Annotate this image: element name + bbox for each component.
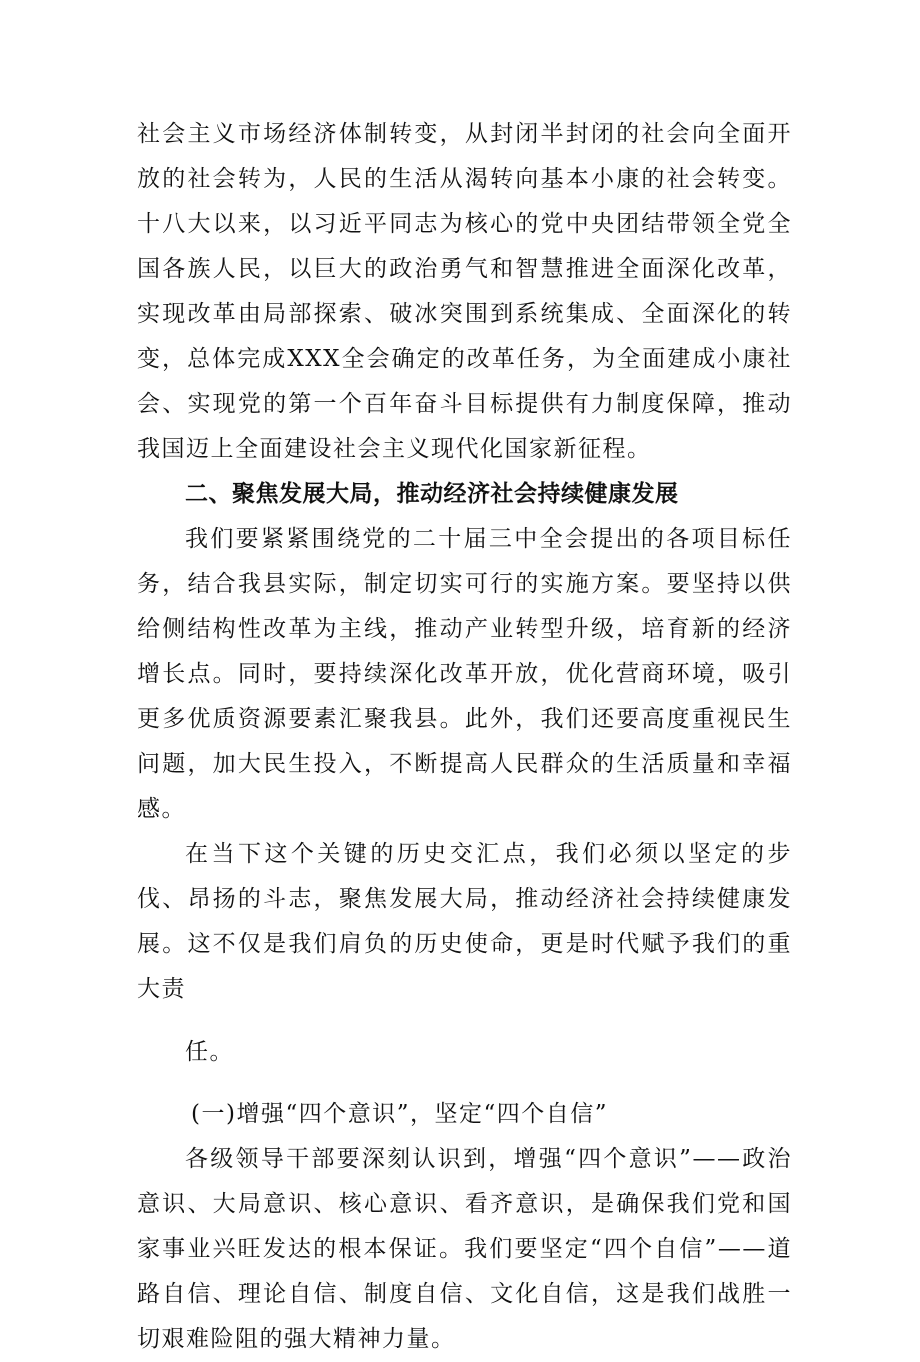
paragraph-historic-moment-tail: 任。 — [185, 1039, 234, 1065]
paragraph-historic-moment: 在当下这个关键的历史交汇点，我们必须以坚定的步伐、昂扬的斗志，聚焦发展大局，推动经济社会持续健康发展。这不仅是我们肩负的历史使命，更是时代赋予我们的重大责 — [137, 841, 792, 1002]
paragraph-continued: 社会主义市场经济体制转变，从封闭半封闭的社会向全面开放的社会转为，人民的生活从渴转向基本小康的社会转变。十八大以来，以习近平同志为核心的党中央团结带领全党全国各族人民，以巨大的政治勇气和智慧推进全面深化改革，实现改革由局部探索、破冰突围到系统集成、全面深化的转变，总体完成XXX全会确定的改革任务，为全面建成小康社会、实现党的第一个百年奋斗目标提供有力制度保障，推动我国迈上全面建设社会主义现代化国家新征程。 — [137, 121, 792, 462]
section-heading: 二、聚焦发展大局，推动经济社会持续健康发展 — [185, 481, 679, 507]
document-body — [137, 112, 792, 1362]
paragraph-goals: 我们要紧紧围绕党的二十届三中全会提出的各项目标任务，结合我县实际，制定切实可行的实施方案。要坚持以供给侧结构性改革为主线，推动产业转型升级，培育新的经济增长点。同时，要持续深化改革开放，优化营商环境，吸引更多优质资源要素汇聚我县。此外，我们还要高度重视民生问题，加大民生投入，不断提高人民群众的生活质量和幸福感。 — [137, 526, 792, 822]
paragraph-four-awareness: 各级领导干部要深刻认识到，增强“四个意识”——政治意识、大局意识、核心意识、看齐意识，是确保我们党和国家事业兴旺发达的根本保证。我们要坚定“四个自信”——道路自信、理论自信、制度自信、文化自信，这是我们战胜一切艰难险阻的强大精神力量。 — [137, 1146, 792, 1352]
subsection-heading: (一)增强“四个意识”，坚定“四个自信” — [191, 1101, 608, 1127]
